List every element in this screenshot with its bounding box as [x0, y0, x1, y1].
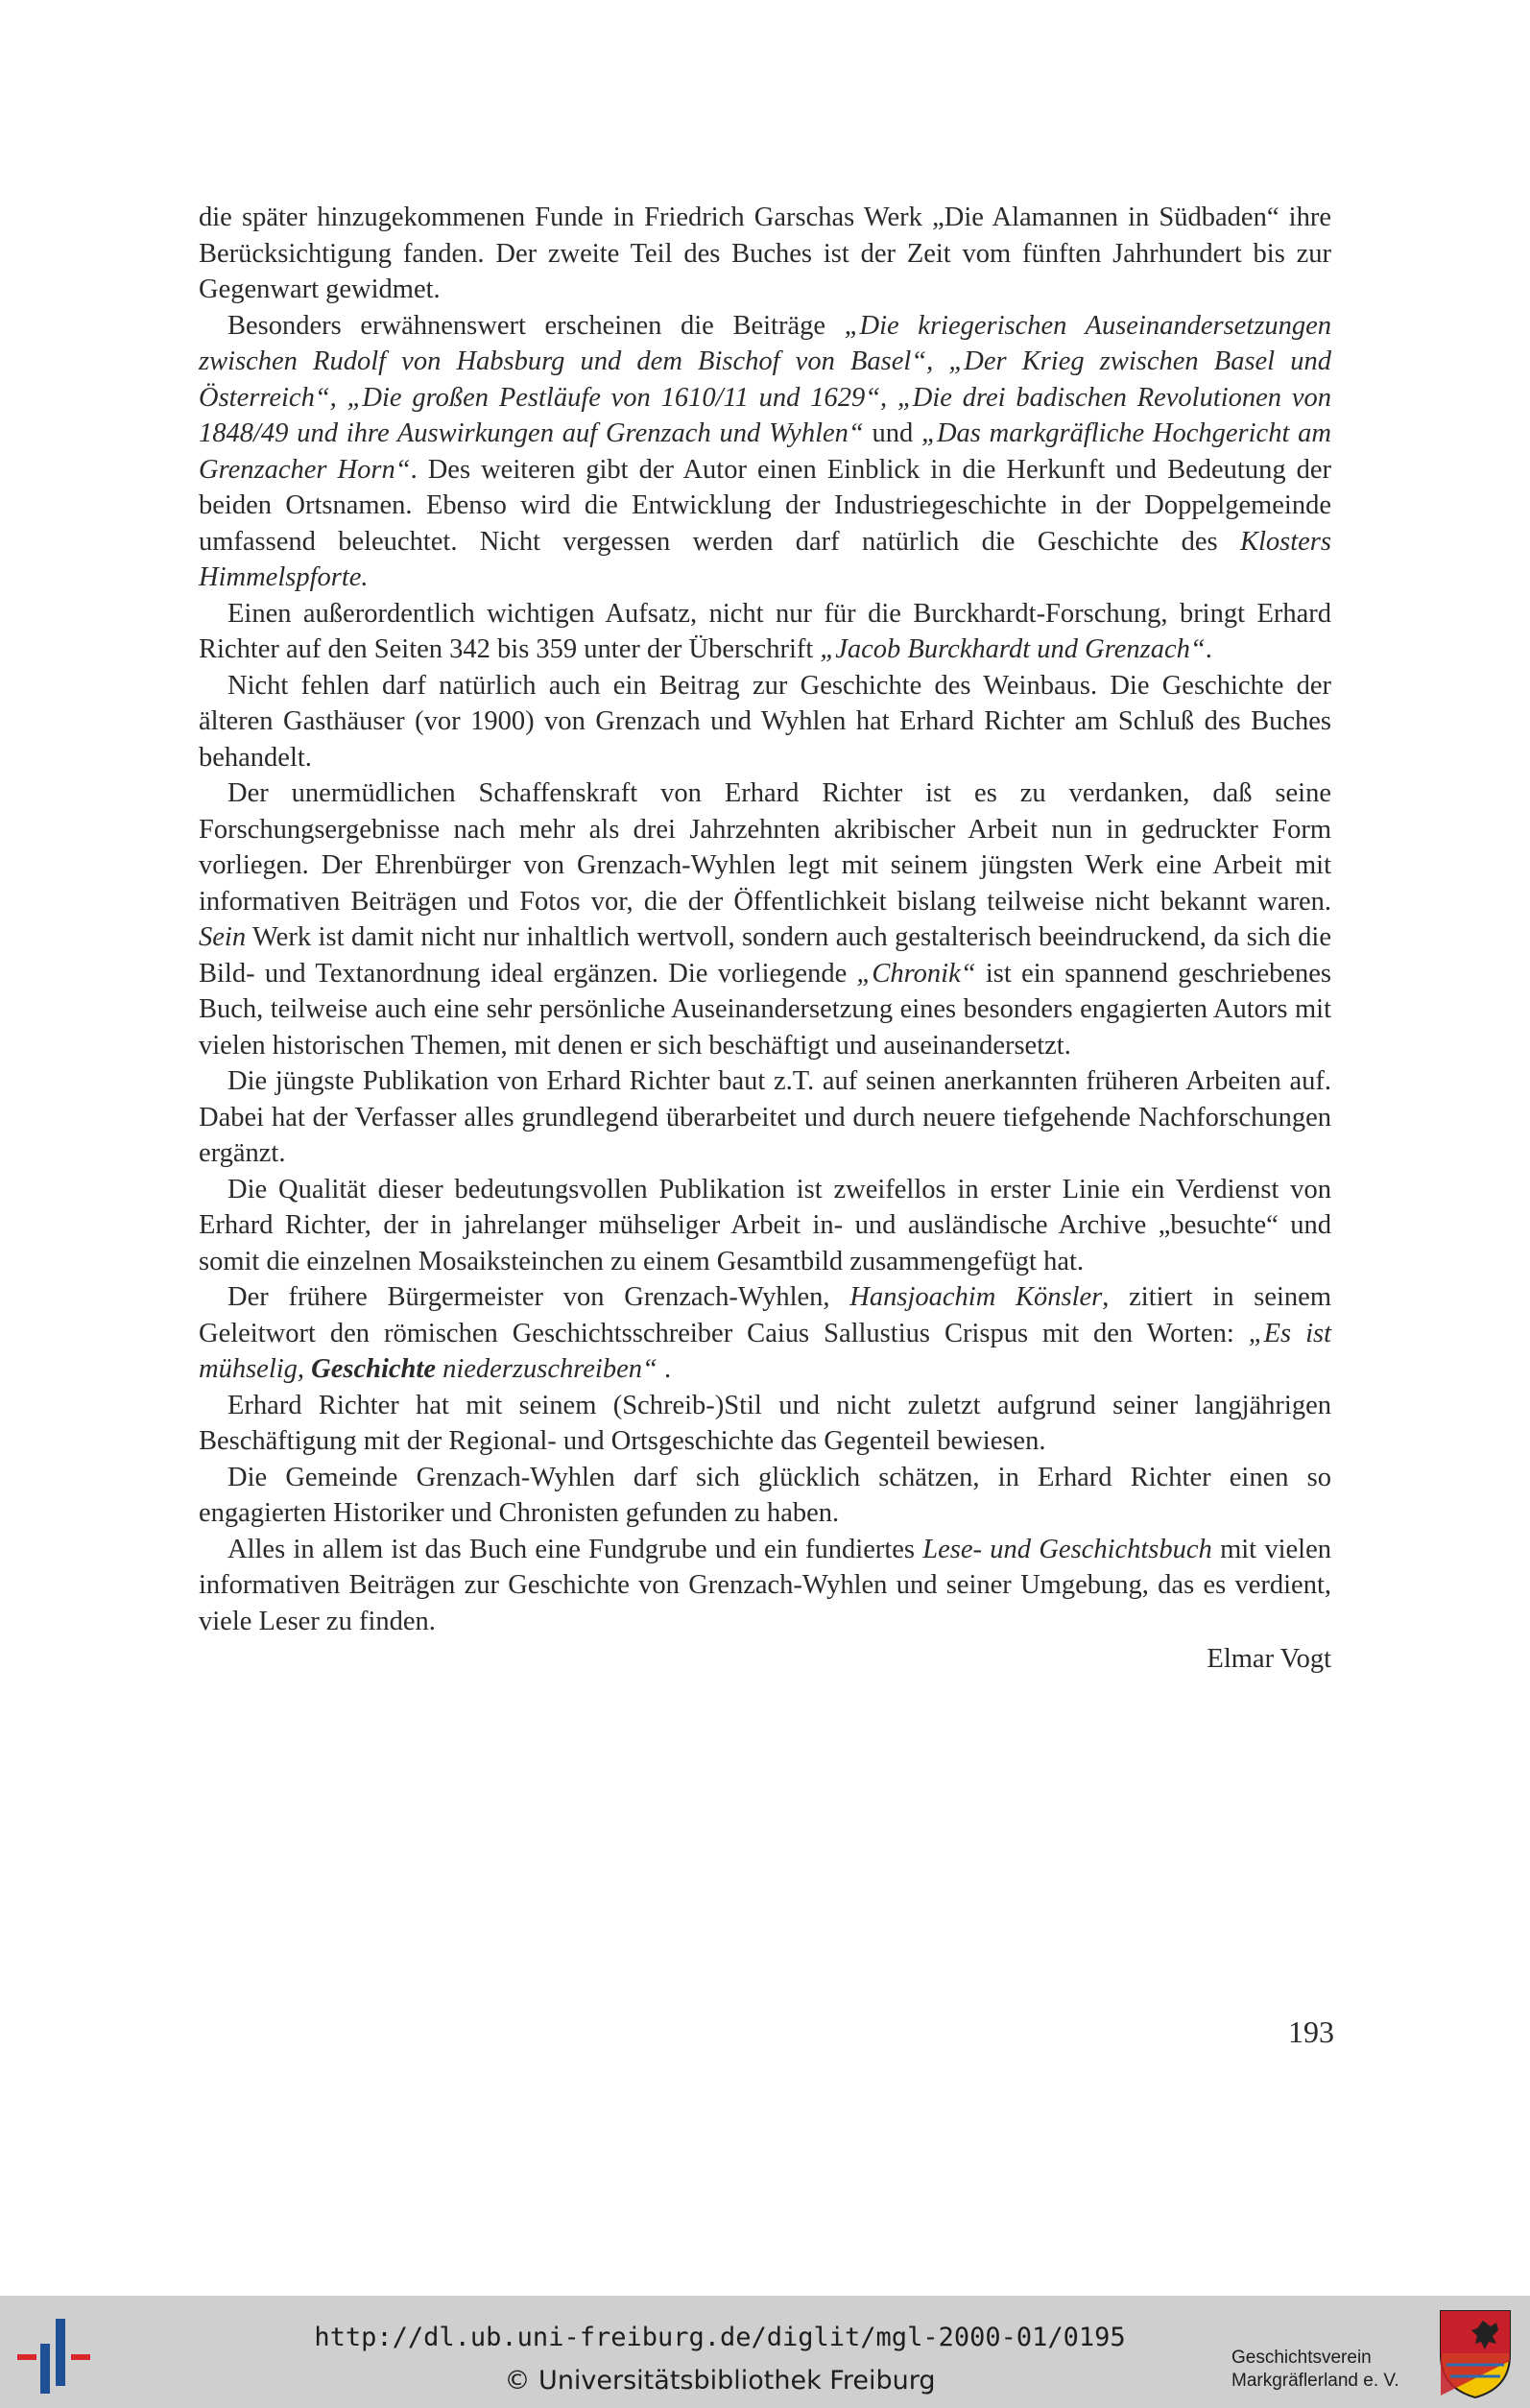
- paragraph-7: [199, 1172, 1331, 1280]
- paragraph-6: [199, 1063, 1331, 1172]
- paragraph-8: [199, 1279, 1331, 1388]
- paragraph-10: [199, 1460, 1331, 1532]
- paragraph-4: [199, 668, 1331, 776]
- footer-url-link[interactable]: http://dl.ub.uni-freiburg.de/diglit/mgl-2000-01/0195: [314, 2323, 1126, 2352]
- text-segment: Geschichte: [311, 1354, 436, 1384]
- text-segment: und: [863, 418, 922, 448]
- text-segment: ist ein spannend geschriebenes Buch, teilweise auch eine sehr persönliche Auseinandersetzung eines besonders engagierten Autors mit vielen historischen Themen, mit denen er sich beschäftigt und auseinandersetzt.: [199, 958, 1331, 1061]
- text-segment: Die Qualität dieser bedeutungsvollen Publikation ist zweifellos in erster Linie ein Verdienst von Erhard Richter, der in jahrelanger mühseliger Arbeit in- und ausländische Archive „besuchte“ und somit die einzelnen Mosaiksteinchen zu einem Gesamtbild zusammengefügt hat.: [199, 1174, 1331, 1276]
- text-segment: Sein: [199, 922, 247, 952]
- text-segment: mit vielen informativen Beiträgen zur Geschichte von Grenzach-Wyhlen und seiner Umgebung, das es verdient, viele Leser zu finden.: [199, 1534, 1331, 1636]
- paragraph-11: [199, 1532, 1331, 1640]
- text-segment: Werk ist damit nicht nur inhaltlich wertvoll, sondern auch gestalterisch beeindruckend, da sich die Bild- und Textanordnung ideal ergänzen. Die vorliegende: [199, 922, 1331, 989]
- text-segment: Hansjoachim Könsler: [849, 1282, 1103, 1312]
- society-coat-of-arms-icon[interactable]: [1437, 2307, 1514, 2399]
- review-text: [199, 200, 1331, 1678]
- text-segment: Die Gemeinde Grenzach-Wyhlen darf sich glücklich schätzen, in Erhard Richter einen so engagierten Historiker und Chronisten gefunden zu haben.: [199, 1462, 1331, 1528]
- text-segment: „Das markgräfliche Hochgericht am Grenzacher Horn“: [199, 418, 1332, 485]
- ub-freiburg-logo-icon[interactable]: [15, 2315, 96, 2396]
- text-segment: .: [657, 1354, 672, 1384]
- paragraph-3: [199, 596, 1331, 668]
- paragraph-5: [199, 775, 1331, 1063]
- text-segment: Besonders erwähnenswert erscheinen die Beiträge: [227, 310, 845, 341]
- text-segment: Nicht fehlen darf natürlich auch ein Beitrag zur Geschichte des Weinbaus. Die Geschichte der älteren Gasthäuser (vor 1900) von Grenzach und Wyhlen hat Erhard Richter am Schluß des Buches behandelt.: [199, 670, 1331, 773]
- text-segment: . Des weiteren gibt der Autor einen Einblick in die Herkunft und Bedeutung der beiden Ortsnamen. Ebenso wird die Entwicklung der Industriegeschichte in der Doppelgemeinde umfassend beleuchtet. Nicht vergessen werden darf natürlich die Geschichte des: [199, 454, 1331, 557]
- text-segment: Lese- und Geschichtsbuch: [922, 1534, 1212, 1564]
- text-segment: Der frühere Bürgermeister von Grenzach-Wyhlen,: [227, 1282, 850, 1312]
- text-segment: „Chronik“: [856, 958, 976, 989]
- text-segment: „Jacob Burckhardt und Grenzach“: [820, 634, 1206, 664]
- author-signature: Elmar Vogt: [1207, 1644, 1331, 1674]
- text-segment: Erhard Richter hat mit seinem (Schreib-)Stil und nicht zuletzt aufgrund seiner langjährigen Beschäftigung mit der Regional- und Ortsgeschichte das Gegenteil bewiesen.: [199, 1390, 1331, 1456]
- page-number: 193: [1288, 2015, 1334, 2049]
- paragraph-9: [199, 1388, 1331, 1460]
- text-segment: , zitiert in seinem Geleitwort den römischen Geschichtsschreiber Caius Sallustius Crispus mit den Worten:: [199, 1282, 1331, 1348]
- text-segment: .: [1205, 634, 1212, 664]
- society-name: [1231, 2347, 1423, 2393]
- text-segment: Alles in allem ist das Buch eine Fundgrube und ein fundiertes: [227, 1534, 923, 1564]
- text-segment: Einen außerordentlich wichtigen Aufsatz, nicht nur für die Burckhardt-Forschung, bringt Erhard Richter auf den Seiten 342 bis 359 unter der Überschrift: [199, 598, 1331, 664]
- text-segment: niederzuschreiben“: [435, 1354, 657, 1384]
- text-segment: „Die kriegerischen Auseinandersetzungen zwischen Rudolf von Habsburg und dem Bischof von Basel“, „Der Krieg zwischen Basel und Österreich“, „Die großen Pestläufe von 1610/11 und 1629“, „Die drei badischen Revolutionen von 1848/49 und ihre Auswirkungen auf Grenzach und Wyhlen“: [199, 310, 1331, 448]
- paragraph-1: [199, 200, 1331, 308]
- text-segment: „Es ist mühselig,: [199, 1318, 1332, 1384]
- society-name-line1: Geschichtsverein: [1231, 2348, 1372, 2368]
- text-segment: die später hinzugekommenen Funde in Friedrich Garschas Werk „Die Alamannen in Südbaden“ ihre Berücksichtigung fanden. Der zweite Teil des Buches ist der Zeit vom fünften Jahrhundert bis zur Gegenwart gewidmet.: [199, 203, 1331, 304]
- society-name-line2: Markgräflerland e. V.: [1231, 2371, 1399, 2391]
- text-segment: Der unermüdlichen Schaffenskraft von Erhard Richter ist es zu verdanken, daß seine Forschungsergebnisse nach mehr als drei Jahrzehnten akribischer Arbeit nun in gedruckter Form vorliegen. Der Ehrenbürger von Grenzach-Wyhlen legt mit seinem jüngsten Werk eine Arbeit mit informativen Beiträgen und Fotos vor, die der Öffentlichkeit bislang teilweise nicht bekannt waren.: [199, 778, 1331, 917]
- text-segment: Klosters Himmelspforte.: [199, 526, 1331, 592]
- paragraph-2: [199, 308, 1331, 596]
- footer-copyright: © Universitätsbibliothek Freiburg: [504, 2366, 936, 2396]
- text-segment: Die jüngste Publikation von Erhard Richter baut z.T. auf seinen anerkannten früheren Arbeiten auf. Dabei hat der Verfasser alles grundlegend überarbeitet und durch neuere tiefgehende Nachforschungen ergänzt.: [199, 1066, 1331, 1168]
